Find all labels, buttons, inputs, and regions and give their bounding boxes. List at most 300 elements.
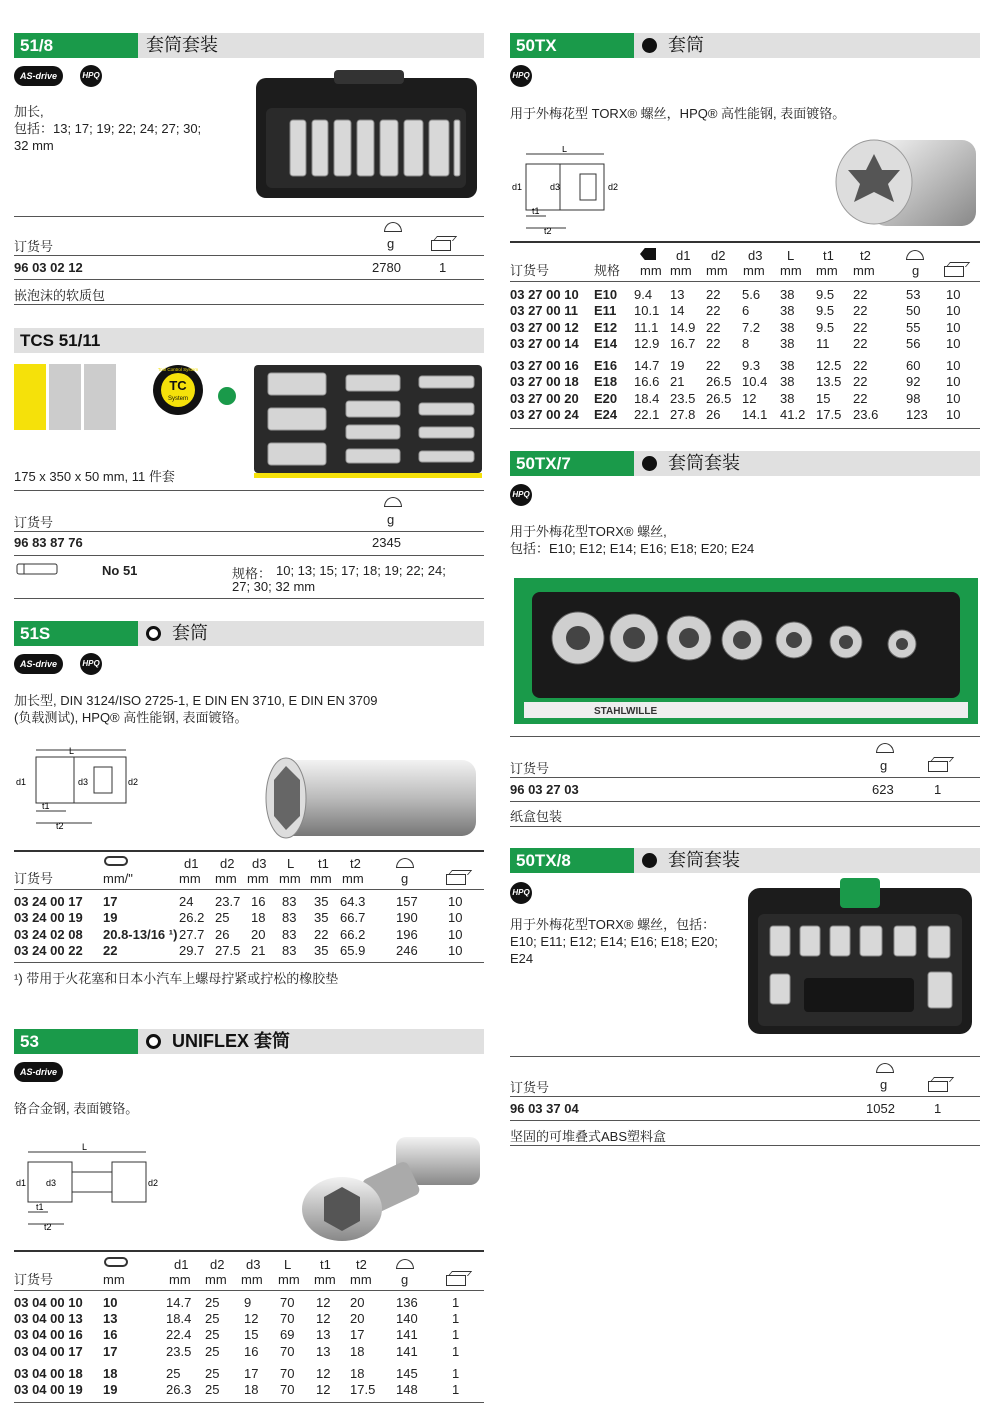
cell-t2: 23.6: [853, 407, 879, 422]
socket-set-bag-photo: [254, 68, 479, 200]
cell-o: 03 24 00 22: [14, 943, 83, 958]
unit: mm: [103, 1272, 125, 1287]
socket-size-icon: [104, 1257, 128, 1267]
section-header-tcs: [14, 328, 484, 353]
hpq-badge: HPQ: [80, 653, 102, 675]
cell-t2: 17: [350, 1327, 365, 1342]
cell-d3: 21: [251, 943, 266, 958]
weight-icon: [396, 1259, 414, 1269]
col-t2: t2: [860, 248, 871, 263]
desc-line: E24: [510, 951, 534, 966]
table-row: [14, 1344, 484, 1360]
cell-s: 17: [103, 894, 118, 909]
unit: mm: [241, 1272, 263, 1287]
svg-text:d1: d1: [512, 182, 523, 192]
table-row: [14, 894, 484, 910]
cell-s: 19: [103, 1382, 118, 1397]
svg-text:d2: d2: [148, 1178, 159, 1188]
cell-g: 136: [396, 1295, 418, 1310]
section-code: 50TX: [510, 33, 634, 58]
section-code: 53: [14, 1029, 138, 1054]
cell-L: 70: [280, 1344, 295, 1359]
cell-d2: 26.5: [706, 391, 732, 406]
cell-d3: 5.6: [742, 287, 761, 302]
cell-d1: 24: [179, 894, 194, 909]
cell-s: E16: [594, 358, 618, 373]
hpq-badge: HPQ: [80, 65, 102, 87]
cell-s: 19: [103, 910, 118, 925]
cell-t2: 66.2: [340, 927, 366, 942]
product-description: [510, 916, 740, 967]
product-description: 加长型, DIN 3124/ISO 2725-1, E DIN EN 3710, E DIN EN 3709: [14, 693, 378, 708]
cell-d3: 20: [251, 927, 266, 942]
cell-t2: 22: [853, 320, 868, 335]
cell-a: 16.6: [634, 374, 660, 389]
unit: mm: [279, 871, 301, 886]
weight-icon: [876, 743, 894, 753]
col-d3: d3: [252, 856, 267, 871]
weight-icon: [906, 250, 924, 260]
svg-text:t1: t1: [36, 1202, 44, 1212]
cell-d3: 15: [244, 1327, 259, 1342]
dimension-diagram: [14, 1142, 174, 1232]
product-note: 纸盒包装: [510, 809, 563, 824]
weight-header: g: [880, 758, 888, 773]
cell-s: 18: [103, 1366, 118, 1381]
cell-d1: 22.4: [166, 1327, 192, 1342]
unit: mm: [350, 1272, 372, 1287]
cell-L: 70: [280, 1295, 295, 1310]
cell-g: 246: [396, 943, 418, 958]
col-t2: t2: [350, 856, 361, 871]
socket-icon: [16, 563, 58, 575]
cell-t2: 22: [853, 358, 868, 373]
divider: [510, 1145, 980, 1146]
dim-d3: d3: [78, 777, 89, 787]
unit: mm: [342, 871, 364, 886]
cell-t1: 15: [816, 391, 831, 406]
table-header: [14, 1257, 484, 1273]
divider: [510, 1120, 980, 1121]
cell-t2: 20: [350, 1311, 365, 1326]
uniflex-socket-photo: [296, 1133, 484, 1245]
quantity-value: 1: [934, 1101, 942, 1116]
section-header-50tx8: [510, 848, 980, 873]
col-d3: d3: [748, 248, 763, 263]
cell-L: 38: [780, 320, 795, 335]
cell-s: E20: [594, 391, 618, 406]
cell-g: 157: [396, 894, 418, 909]
as-drive-badge: AS-drive: [14, 66, 63, 86]
col-spec: 规格: [594, 263, 621, 278]
cell-d2: 25: [205, 1382, 220, 1397]
torx-drive-icon: [640, 248, 656, 260]
cell-L: 83: [282, 927, 297, 942]
cell-q: 10: [946, 287, 961, 302]
cell-d3: 18: [244, 1382, 259, 1397]
unit: mm: [816, 263, 838, 278]
table-50tx: [510, 243, 980, 428]
cell-d1: 13: [670, 287, 685, 302]
order-number: 96 83 87 76: [14, 535, 83, 550]
col-t1: t1: [318, 856, 329, 871]
unit: g: [912, 263, 920, 278]
divider: [510, 801, 980, 802]
package-icon: [446, 1275, 466, 1286]
section-title: 套筒套装: [146, 35, 218, 55]
dim-L: L: [69, 746, 75, 756]
section-code: 51/8: [14, 33, 138, 58]
cell-q: 10: [448, 943, 463, 958]
section-header-50tx: [510, 33, 980, 58]
socket-number: No 51: [102, 563, 138, 578]
table-row: [510, 320, 980, 336]
cell-o: 03 04 00 19: [14, 1382, 83, 1397]
cell-o: 03 04 00 18: [14, 1366, 83, 1381]
cell-g: 98: [906, 391, 921, 406]
cell-g: 148: [396, 1382, 418, 1397]
cell-o: 03 27 00 10: [510, 287, 579, 302]
cell-g: 53: [906, 287, 921, 302]
cell-o: 03 24 00 17: [14, 894, 83, 909]
section-header-50tx7: [510, 451, 980, 476]
table-row: [14, 1382, 484, 1398]
hpq-badge: HPQ: [510, 65, 532, 87]
table-row: [510, 358, 980, 374]
table-header-units: [14, 1272, 484, 1288]
section-header-51s: [14, 621, 484, 646]
unit: g: [401, 1272, 409, 1287]
order-number-header: 订货号: [510, 761, 550, 776]
product-note: 坚固的可堆叠式ABS塑料盒: [510, 1129, 667, 1144]
cell-q: 1: [452, 1382, 460, 1397]
cell-g: 56: [906, 336, 921, 351]
cell-a: 9.4: [634, 287, 653, 302]
cell-d2: 26: [215, 927, 230, 942]
cell-o: 03 27 00 18: [510, 374, 579, 389]
table-row: [510, 391, 980, 407]
cell-d1: 14: [670, 303, 685, 318]
cell-d2: 25: [205, 1311, 220, 1326]
cell-L: 70: [280, 1311, 295, 1326]
cell-d1: 23.5: [670, 391, 696, 406]
cell-d1: 26.2: [179, 910, 205, 925]
cell-s: 17: [103, 1344, 118, 1359]
section-code: 51S: [14, 621, 138, 646]
desc-line: 加长,: [14, 104, 44, 119]
cell-d2: 25: [205, 1327, 220, 1342]
col-d1: d1: [174, 1257, 189, 1272]
cell-d1: 21: [670, 374, 685, 389]
cell-q: 10: [946, 336, 961, 351]
cell-t1: 35: [314, 943, 329, 958]
cell-o: 03 24 00 19: [14, 910, 83, 925]
divider: [14, 216, 484, 217]
col-L: L: [787, 248, 795, 263]
cell-a: 11.1: [634, 320, 659, 335]
package-icon: [431, 240, 451, 251]
cell-L: 83: [282, 894, 297, 909]
table-row: [14, 943, 484, 959]
cell-o: 03 27 00 16: [510, 358, 579, 373]
table-header: [510, 248, 980, 264]
cell-q: 10: [448, 927, 463, 942]
unit: mm: [670, 263, 692, 278]
col-d2: d2: [220, 856, 235, 871]
cell-g: 190: [396, 910, 418, 925]
cell-d2: 23.7: [215, 894, 241, 909]
cell-g: 92: [906, 374, 921, 389]
weight-icon: [396, 858, 414, 868]
section-header-53: [14, 1029, 484, 1054]
cell-d2: 25: [205, 1295, 220, 1310]
footnote: ¹) 带用于火花塞和日本小汽车上螺母拧紧或拧松的橡胶垫: [14, 971, 339, 986]
col-size: mm/": [103, 871, 133, 886]
cell-d2: 26: [706, 407, 721, 422]
table-row: [510, 407, 980, 423]
table-row: [510, 336, 980, 352]
unit: mm: [780, 263, 802, 278]
cell-d3: 8: [742, 336, 750, 351]
cell-t1: 9.5: [816, 320, 835, 335]
cell-s: E11: [594, 303, 617, 318]
unit: mm: [706, 263, 728, 278]
cell-L: 38: [780, 303, 795, 318]
cell-q: 10: [946, 374, 961, 389]
hpq-badge: HPQ: [510, 484, 532, 506]
product-description: 铬合金钢, 表面镀铬。: [14, 1101, 139, 1116]
weight-icon: [384, 222, 402, 232]
cell-t1: 35: [314, 910, 329, 925]
weight-icon: [384, 497, 402, 507]
cell-L: 83: [282, 910, 297, 925]
divider: [14, 255, 484, 256]
desc-line: E10; E11; E12; E14; E16; E18; E20;: [510, 934, 718, 949]
weight-header: g: [387, 512, 395, 527]
cell-L: 69: [280, 1327, 295, 1342]
table-header-units: [510, 263, 980, 279]
tcs-color-bar-yellow: [14, 364, 46, 430]
package-icon: [928, 1081, 948, 1092]
package-icon: [446, 874, 466, 885]
cell-t1: 9.5: [816, 287, 835, 302]
order-number-header: 订货号: [14, 239, 54, 254]
svg-text:d1: d1: [16, 1178, 27, 1188]
cell-o: 03 27 00 14: [510, 336, 579, 351]
torx-icon: [642, 853, 657, 868]
tc-logo-text: TC: [169, 378, 187, 393]
cell-q: 10: [946, 303, 961, 318]
weight-header: g: [880, 1077, 888, 1092]
table-row: [14, 910, 484, 926]
cell-d3: 7.2: [742, 320, 761, 335]
tcs-foam-insert-photo: [254, 365, 482, 478]
torx-icon: [642, 456, 657, 471]
cell-d3: 18: [251, 910, 266, 925]
cell-q: 10: [946, 320, 961, 335]
cell-a: 22.1: [634, 407, 660, 422]
cell-t1: 12: [316, 1295, 331, 1310]
svg-text:t2: t2: [544, 226, 552, 234]
cell-t2: 22: [853, 287, 868, 302]
cell-d3: 6: [742, 303, 750, 318]
cell-q: 10: [946, 358, 961, 373]
unit: mm: [743, 263, 765, 278]
cell-L: 83: [282, 943, 297, 958]
weight-value: 1052: [866, 1101, 895, 1116]
torx-socket-set-box-photo: [514, 578, 978, 724]
col-order: 订货号: [510, 263, 550, 278]
product-description: [14, 103, 244, 154]
cell-s: E12: [594, 320, 618, 335]
cell-g: 196: [396, 927, 418, 942]
unit: mm: [179, 871, 201, 886]
divider: [14, 889, 484, 890]
cell-d1: 14.9: [670, 320, 696, 335]
product-note: 嵌泡沫的软质包: [14, 288, 106, 303]
cell-t2: 22: [853, 303, 868, 318]
cell-d3: 12: [244, 1311, 259, 1326]
col-L: L: [287, 856, 295, 871]
unit: mm: [205, 1272, 227, 1287]
cell-o: 03 04 00 10: [14, 1295, 83, 1310]
unit: mm: [310, 871, 332, 886]
cell-d2: 22: [706, 336, 721, 351]
as-drive-badge: AS-drive: [14, 654, 63, 674]
col-L: L: [284, 1257, 292, 1272]
cell-d1: 23.5: [166, 1344, 192, 1359]
cell-L: 38: [780, 336, 795, 351]
divider: [510, 428, 980, 429]
unit: mm: [640, 263, 662, 278]
tcs-color-bar-gray: [84, 364, 116, 430]
cell-a: 10.1: [634, 303, 660, 318]
dim-t1: t1: [42, 801, 50, 811]
cell-o: 03 24 02 08: [14, 927, 83, 942]
col-order: 订货号: [14, 1272, 54, 1287]
cell-s: E24: [594, 407, 618, 422]
cell-d2: 25: [205, 1344, 220, 1359]
section-code: 50TX/7: [510, 451, 634, 476]
divider: [14, 598, 484, 599]
desc-line: 32 mm: [14, 138, 54, 153]
divider: [510, 1056, 980, 1057]
col-t1: t1: [823, 248, 834, 263]
cell-t1: 13.5: [816, 374, 842, 389]
cell-q: 10: [448, 910, 463, 925]
cell-t2: 66.7: [340, 910, 366, 925]
order-number: 96 03 37 04: [510, 1101, 579, 1116]
box-brand-text: STAHLWILLE: [594, 706, 658, 717]
section-title: 套筒: [172, 623, 208, 643]
hex-socket-icon: [146, 1034, 161, 1049]
cell-t2: 22: [853, 336, 868, 351]
cell-t1: 13: [316, 1327, 331, 1342]
svg-text:d3: d3: [46, 1178, 57, 1188]
cell-q: 1: [452, 1366, 460, 1381]
svg-text:L: L: [82, 1142, 88, 1152]
unit: mm: [853, 263, 875, 278]
cell-s: 20.8-13/16 ¹): [103, 927, 178, 942]
cell-q: 1: [452, 1295, 460, 1310]
table-53: [14, 1252, 484, 1402]
cell-q: 10: [448, 894, 463, 909]
cell-L: 38: [780, 374, 795, 389]
cell-d3: 17: [244, 1366, 259, 1381]
section-header-51-8: [14, 33, 484, 58]
cell-d2: 22: [706, 358, 721, 373]
cell-t2: 22: [853, 391, 868, 406]
cell-o: 03 04 00 16: [14, 1327, 83, 1342]
tcs-color-bar-gray: [49, 364, 81, 430]
socket-51s-photo: [260, 752, 482, 844]
divider: [510, 777, 980, 778]
unit: mm: [314, 1272, 336, 1287]
cell-q: 10: [946, 407, 961, 422]
cell-s: 22: [103, 943, 118, 958]
dim-d2: d2: [128, 777, 139, 787]
cell-L: 41.2: [780, 407, 806, 422]
cell-t2: 20: [350, 1295, 365, 1310]
col-d3: d3: [246, 1257, 261, 1272]
svg-text:L: L: [562, 146, 568, 154]
quantity-value: 1: [439, 260, 447, 275]
cell-d3: 14.1: [742, 407, 768, 422]
section-title: 套筒套装: [668, 850, 740, 870]
cell-d3: 12: [742, 391, 757, 406]
cell-t1: 12: [316, 1311, 331, 1326]
cell-t2: 65.9: [340, 943, 366, 958]
col-order: 订货号: [14, 871, 54, 886]
cell-d2: 22: [706, 303, 721, 318]
cell-d1: 19: [670, 358, 685, 373]
order-number-header: 订货号: [510, 1080, 550, 1095]
divider: [14, 555, 484, 556]
cell-o: 03 27 00 24: [510, 407, 579, 422]
cell-d2: 27.5: [215, 943, 241, 958]
cell-d2: 22: [706, 320, 721, 335]
dim-t2: t2: [56, 821, 64, 830]
cell-g: 140: [396, 1311, 418, 1326]
divider: [14, 304, 484, 305]
quantity-value: 1: [934, 782, 942, 797]
cell-g: 145: [396, 1366, 418, 1381]
tc-logo-ring-text: Tool Control System: [157, 367, 199, 372]
cell-d2: 26.5: [706, 374, 732, 389]
col-t1: t1: [320, 1257, 331, 1272]
divider: [510, 281, 980, 282]
svg-text:d2: d2: [608, 182, 619, 192]
divider: [14, 279, 484, 280]
cell-g: 50: [906, 303, 921, 318]
cell-t1: 12: [316, 1382, 331, 1397]
table-row: [510, 287, 980, 303]
dimension-diagram: [510, 146, 630, 234]
cell-q: 1: [452, 1327, 460, 1342]
cell-o: 03 04 00 17: [14, 1344, 83, 1359]
as-drive-badge: AS-drive: [14, 1062, 63, 1082]
torx-icon: [642, 38, 657, 53]
cell-t2: 22: [853, 374, 868, 389]
spec-label: 规格：: [232, 566, 272, 581]
cell-t1: 11: [816, 336, 830, 351]
cell-d1: 27.8: [670, 407, 696, 422]
col-d2: d2: [210, 1257, 225, 1272]
cell-d3: 9: [244, 1295, 252, 1310]
table-51s: [14, 852, 484, 967]
cell-g: 123: [906, 407, 928, 422]
tc-logo-subtext: System: [167, 396, 189, 402]
